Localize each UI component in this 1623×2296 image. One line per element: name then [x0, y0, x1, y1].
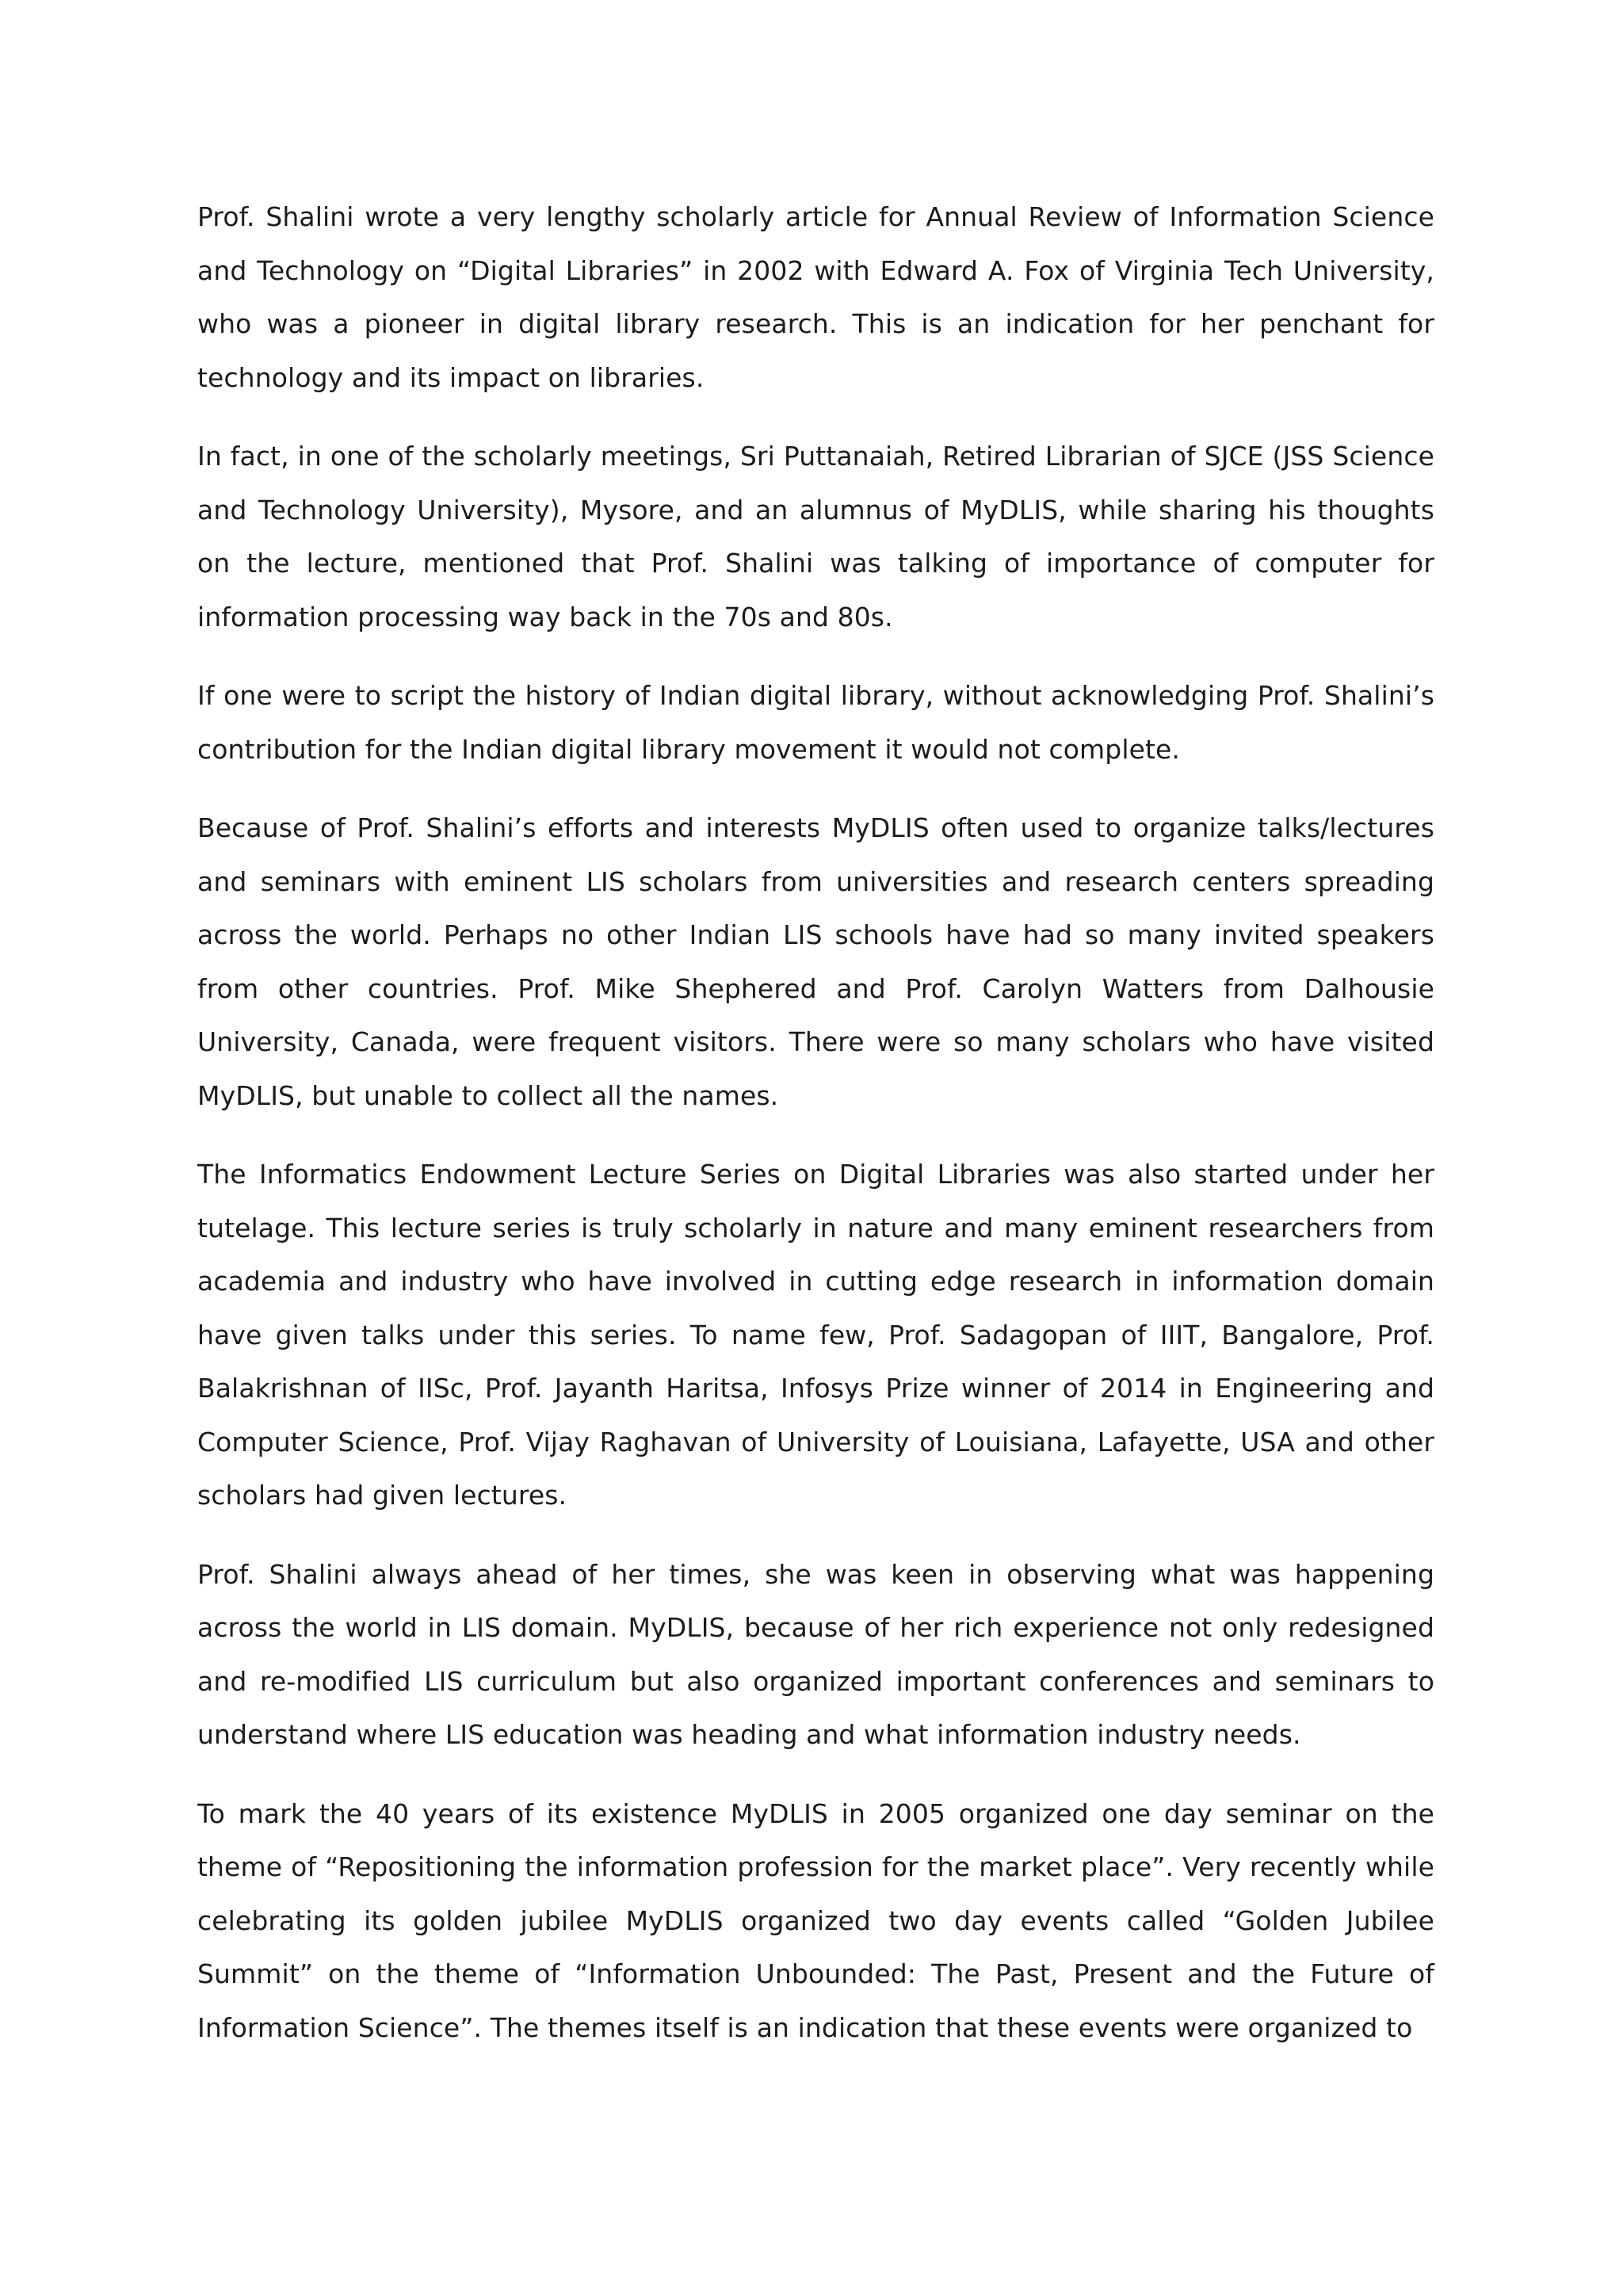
paragraph-invited-scholars: Because of Prof. Shalini’s efforts and interests MyDLIS often used to organize talks/lectures and seminars with eminent LIS scholars from universities and research centers spreading across the world. Perhaps no other Indian LIS schools have had so many invited speakers from other countries. Prof. Mike Shephered and Prof. Carolyn Watters from Dalhousie University, Canada, were frequent visitors. There were so many scholars who have visited MyDLIS, but unable to collect all the names. [197, 812, 1434, 1111]
paragraph-puttanaiah-recollection: In fact, in one of the scholarly meetings, Sri Puttanaiah, Retired Librarian of SJCE (JSS Science and Technology University), Mysore, and an alumnus of MyDLIS, while sharing his thoughts on the lecture, mentioned that Prof. Shalini was talking of importance of computer for information processing way back in the 70s and 80s. [197, 441, 1434, 632]
body-text [197, 190, 1434, 2080]
paragraph-digital-library-history: If one were to script the history of Indian digital library, without acknowledging Prof. Shalini’s contribution for the Indian digital library movement it would not complete. [197, 680, 1434, 765]
paragraph-jubilee-events: To mark the 40 years of its existence MyDLIS in 2005 organized one day seminar on the theme of “Repositioning the information profession for the market place”. Very recently while celebrating its golden jubilee MyDLIS organized two day events called “Golden Jubilee Summit” on the theme of “Information Unbounded: The Past, Present and the Future of Information Science”. The themes itself is an indication that these events were organized to [197, 1797, 1434, 2043]
paragraph-endowment-lecture-series: The Informatics Endowment Lecture Series on Digital Libraries was also started under her tutelage. This lecture series is truly scholarly in nature and many eminent researchers from academia and industry who have involved in cutting edge research in information domain have given talks under this series. To name few, Prof. Sadagopan of IIIT, Bangalore, Prof. Balakrishnan of IISc, Prof. Jayanth Haritsa, Infosys Prize winner of 2014 in Engineering and Computer Science, Prof. Vijay Raghavan of University of Louisiana, Lafayette, USA and other scholars had given lectures. [197, 1159, 1434, 1511]
paragraph-arist-article: Prof. Shalini wrote a very lengthy scholarly article for Annual Review of Information Science and Technology on “Digital Libraries” in 2002 with Edward A. Fox of Virginia Tech University, who was a pioneer in digital library research. This is an indication for her penchant for technology and its impact on libraries. [197, 201, 1434, 393]
paragraph-curriculum-conferences: Prof. Shalini always ahead of her times, she was keen in observing what was happening across the world in LIS domain. MyDLIS, because of her rich experience not only redesigned and re-modified LIS curriculum but also organized important conferences and seminars to understand where LIS education was heading and what information industry needs. [197, 1558, 1434, 1750]
